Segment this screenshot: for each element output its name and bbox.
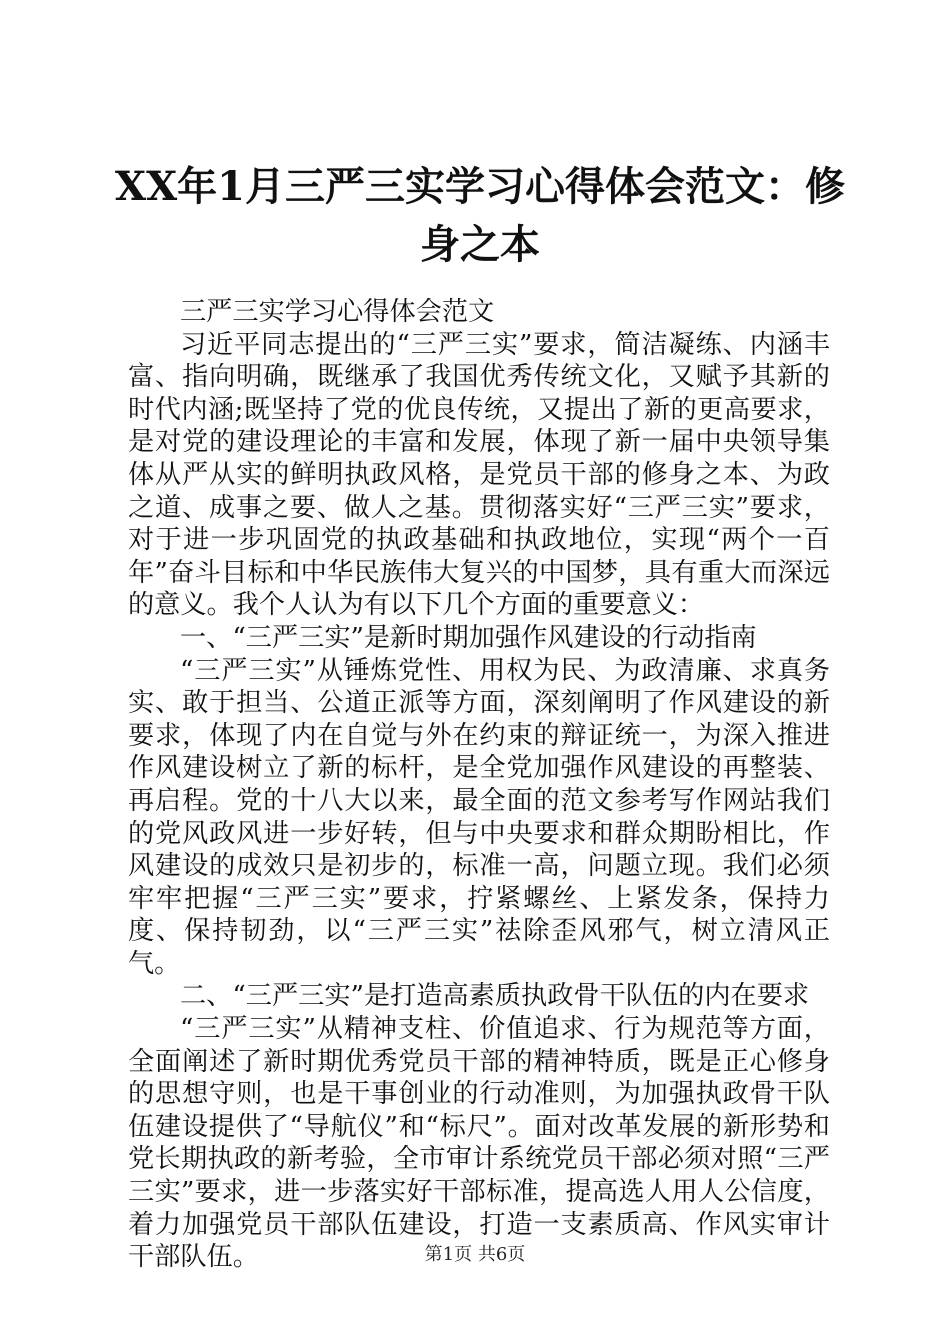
document-title: XX年1月三严三实学习心得体会范文：修身之本 (115, 163, 845, 268)
body-paragraph: 习近平同志提出的“三严三实”要求，简洁凝练、内涵丰富、指向明确，既继承了我国优秀传统文化，又赋予其新的时代内涵;既坚持了党的优良传统，又提出了新的更高要求，是对党的建设理论的丰富和发展，体现了新一届中央领导集体从严从实的鲜明执政风格，是党员干部的修身之本、为政之道、成事之要、做人之基。贯彻落实好“三严三实”要求，对于进一步巩固党的执政基础和执政地位，实现“两个一百年”奋斗目标和中华民族伟大复兴的中国梦，具有重大而深远的意义。我个人认为有以下几个方面的重要意义： (128, 329, 830, 621)
document-body (128, 296, 830, 1274)
body-paragraph: “三严三实”从锤炼党性、用权为民、为政清廉、求真务实、敢于担当、公道正派等方面，深刻阐明了作风建设的新要求，体现了内在自觉与外在约束的辩证统一，为深入推进作风建设树立了新的标杆，是全党加强作风建设的再整装、再启程。党的十八大以来，最全面的范文参考写作网站我们的党风政风进一步好转，但与中央要求和群众期盼相比，作风建设的成效只是初步的，标准一高，问题立现。我们必须牢牢把握“三严三实”要求，拧紧螺丝、上紧发条，保持力度、保持韧劲，以“三严三实”祛除歪风邪气，树立清风正气。 (128, 655, 830, 979)
section-heading: 一、“三严三实”是新时期加强作风建设的行动指南 (180, 622, 757, 653)
section-subtitle: 三严三实学习心得体会范文 (180, 297, 495, 327)
body-paragraph: “三严三实”从精神支柱、价值追求、行为规范等方面，全面阐述了新时期优秀党员干部的精神特质，既是正心修身的思想守则，也是干事创业的行动准则，为加强执政骨干队伍建设提供了“导航仪”和“标尺”。面对改革发展的新形势和党长期执政的新考验，全市审计系统党员干部必须对照“三严三实”要求，进一步落实好干部标准，提高选人用人公信度，着力加强党员干部队伍建设，打造一支素质高、作风实审计干部队伍。 (128, 1014, 830, 1273)
section-heading: 二、“三严三实”是打造高素质执政骨干队伍的内在要求 (180, 981, 810, 1012)
page-number: 第1页 共6页 (424, 1244, 526, 1265)
